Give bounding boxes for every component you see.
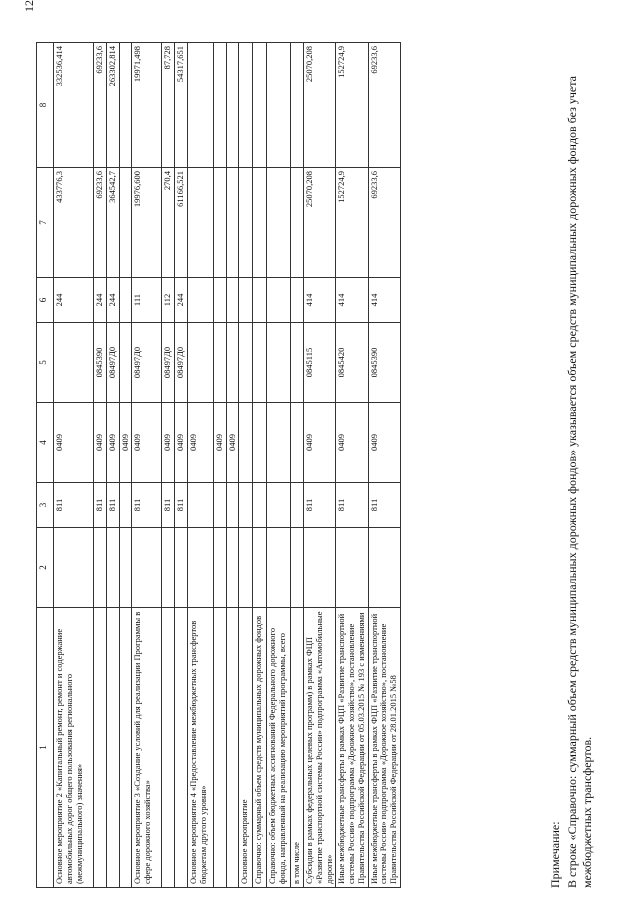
value-cell: [226, 168, 239, 278]
value-cell: [291, 278, 304, 323]
value-cell: [267, 323, 291, 403]
value-cell: 08497Д0: [132, 323, 162, 403]
header-cell: 6: [37, 278, 54, 323]
row-label-cell: [213, 608, 226, 888]
value-cell: 111: [132, 278, 162, 323]
value-cell: [253, 168, 267, 278]
value-cell: 811: [54, 483, 94, 528]
value-cell: 0409: [368, 403, 400, 483]
value-cell: [267, 483, 291, 528]
row-label-cell: Основное мероприятие 4 «Предоставление межбюджетных трансфертов бюджетам другого уровня»: [187, 608, 213, 888]
value-cell: 25070,208: [304, 43, 336, 168]
row-label-cell: [94, 608, 107, 888]
table-row: [368, 43, 400, 888]
table-row: [175, 43, 188, 888]
table-row: [106, 43, 119, 888]
value-cell: 0409: [132, 403, 162, 483]
value-cell: 0409: [54, 403, 94, 483]
value-cell: [119, 483, 132, 528]
value-cell: [54, 528, 94, 608]
value-cell: 364542,7: [106, 168, 119, 278]
value-cell: [119, 278, 132, 323]
table-row: [239, 43, 253, 888]
value-cell: 69233,6: [368, 168, 400, 278]
value-cell: [132, 528, 162, 608]
value-cell: [187, 323, 213, 403]
value-cell: 332536,414: [54, 43, 94, 168]
value-cell: [119, 528, 132, 608]
value-cell: [291, 43, 304, 168]
row-label-cell: Основное мероприятие 2 «Капитальный ремонт, ремонт и содержание автомобильных дорог общего пользования регионального (межмуниципального) значения»: [54, 608, 94, 888]
row-label-cell: [106, 608, 119, 888]
value-cell: 0409: [226, 403, 239, 483]
value-cell: [239, 43, 253, 168]
value-cell: 08497Д0: [162, 323, 175, 403]
value-cell: 244: [175, 278, 188, 323]
value-cell: [187, 278, 213, 323]
table-row: [267, 43, 291, 888]
row-label-cell: Основное мероприятие 3 «Создание условий для реализации Программы в сфере дорожного хозяйства»: [132, 608, 162, 888]
row-label-cell: Иные межбюджетные трансферты в рамках ФЦП «Развитие транспортной системы России» подпрограмма «Дорожное хозяйство», постановление Правительства Российской Федерации от 05.03.2015 № 193 с изменениями: [336, 608, 368, 888]
value-cell: [253, 278, 267, 323]
row-label-cell: Справочно: объем бюджетных ассигнований Федерального дорожного фонда, направленный на реализацию мероприятий программы, всего: [267, 608, 291, 888]
value-cell: [119, 323, 132, 403]
value-cell: 0409: [162, 403, 175, 483]
row-label-cell: Основное мероприятие: [239, 608, 253, 888]
value-cell: 433776,3: [54, 168, 94, 278]
value-cell: [291, 403, 304, 483]
value-cell: 61166,521: [175, 168, 188, 278]
row-label-cell: Справочно: суммарный объем средств муниципальных дорожных фондов: [253, 608, 267, 888]
page-number: 12: [22, 0, 36, 12]
value-cell: [336, 528, 368, 608]
value-cell: [106, 528, 119, 608]
value-cell: 414: [368, 278, 400, 323]
value-cell: [304, 528, 336, 608]
value-cell: [291, 528, 304, 608]
note-text: В строке «Справочно: суммарный объем средств муниципальных дорожных фондов» указывается объем средств муниципальных дорожных фондов без учета межбюджетных трансфертов.: [565, 76, 594, 888]
value-cell: [213, 278, 226, 323]
value-cell: 244: [106, 278, 119, 323]
note-title: Примечание:: [548, 821, 562, 888]
value-cell: 811: [336, 483, 368, 528]
value-cell: 0409: [94, 403, 107, 483]
value-cell: [119, 43, 132, 168]
table-row: [336, 43, 368, 888]
header-cell: 7: [37, 168, 54, 278]
value-cell: [213, 43, 226, 168]
row-label-cell: [175, 608, 188, 888]
value-cell: [267, 528, 291, 608]
value-cell: [187, 43, 213, 168]
value-cell: 69233,6: [94, 168, 107, 278]
value-cell: [267, 43, 291, 168]
value-cell: 244: [94, 278, 107, 323]
row-label-cell: [162, 608, 175, 888]
value-cell: 0845390: [368, 323, 400, 403]
table-row: [304, 43, 336, 888]
value-cell: 0409: [187, 403, 213, 483]
value-cell: [226, 528, 239, 608]
value-cell: [253, 528, 267, 608]
value-cell: [291, 483, 304, 528]
value-cell: 69233,6: [94, 43, 107, 168]
value-cell: [187, 528, 213, 608]
value-cell: 0845420: [336, 323, 368, 403]
row-label-cell: в том числе: [291, 608, 304, 888]
table-header-row: [37, 43, 54, 888]
value-cell: 811: [368, 483, 400, 528]
row-label-cell: [119, 608, 132, 888]
value-cell: 811: [94, 483, 107, 528]
table-row: [291, 43, 304, 888]
header-cell: 2: [37, 528, 54, 608]
value-cell: 152724,9: [336, 43, 368, 168]
value-cell: 0409: [119, 403, 132, 483]
value-cell: [162, 528, 175, 608]
header-cell: 5: [37, 323, 54, 403]
value-cell: 263302,814: [106, 43, 119, 168]
value-cell: 811: [304, 483, 336, 528]
value-cell: [239, 323, 253, 403]
value-cell: 112: [162, 278, 175, 323]
value-cell: 0409: [106, 403, 119, 483]
value-cell: 414: [336, 278, 368, 323]
table-row: [213, 43, 226, 888]
value-cell: [94, 528, 107, 608]
value-cell: 19971,498: [132, 43, 162, 168]
value-cell: 87,728: [162, 43, 175, 168]
value-cell: 811: [175, 483, 188, 528]
value-cell: [213, 483, 226, 528]
value-cell: 811: [106, 483, 119, 528]
value-cell: [267, 168, 291, 278]
value-cell: [253, 43, 267, 168]
value-cell: [213, 323, 226, 403]
header-cell: 8: [37, 43, 54, 168]
value-cell: [239, 278, 253, 323]
table-row: [132, 43, 162, 888]
table-row: [226, 43, 239, 888]
value-cell: 270,4: [162, 168, 175, 278]
budget-table: [36, 42, 401, 888]
value-cell: [253, 403, 267, 483]
header-cell: 3: [37, 483, 54, 528]
value-cell: 08497Д0: [175, 323, 188, 403]
value-cell: [368, 528, 400, 608]
table-row: [253, 43, 267, 888]
value-cell: 0845390: [94, 323, 107, 403]
value-cell: [175, 528, 188, 608]
value-cell: 414: [304, 278, 336, 323]
value-cell: [226, 483, 239, 528]
value-cell: 811: [162, 483, 175, 528]
value-cell: 152724,9: [336, 168, 368, 278]
table-row: [54, 43, 94, 888]
row-label-cell: [226, 608, 239, 888]
header-cell: 1: [37, 608, 54, 888]
value-cell: [213, 528, 226, 608]
value-cell: [119, 168, 132, 278]
value-cell: 0409: [336, 403, 368, 483]
row-label-cell: Субсидии в рамках федеральных целевых программ) в рамках ФЦП «Развитие транспортной системы России» подпрограмма «Автомобильные дороги»: [304, 608, 336, 888]
value-cell: [213, 168, 226, 278]
value-cell: [239, 168, 253, 278]
value-cell: [253, 483, 267, 528]
value-cell: [267, 278, 291, 323]
value-cell: 0409: [175, 403, 188, 483]
value-cell: 08497Д0: [106, 323, 119, 403]
value-cell: [239, 528, 253, 608]
value-cell: 244: [54, 278, 94, 323]
value-cell: 54317,651: [175, 43, 188, 168]
value-cell: [226, 43, 239, 168]
value-cell: 0845115: [304, 323, 336, 403]
value-cell: 0409: [304, 403, 336, 483]
value-cell: [291, 323, 304, 403]
value-cell: 811: [132, 483, 162, 528]
value-cell: [267, 403, 291, 483]
value-cell: 19976,600: [132, 168, 162, 278]
value-cell: 0409: [213, 403, 226, 483]
header-cell: 4: [37, 403, 54, 483]
row-label-cell: Иные межбюджетные трансферты в рамках ФЦП «Развитие транспортной системы России» подпрограмма «Дорожное хозяйство», постановление Правительства Российской Федерации от 28.01.2015 №58: [368, 608, 400, 888]
value-cell: [291, 168, 304, 278]
value-cell: [226, 323, 239, 403]
table-row: [162, 43, 175, 888]
value-cell: [187, 168, 213, 278]
value-cell: 69233,6: [368, 43, 400, 168]
value-cell: [239, 483, 253, 528]
value-cell: [253, 323, 267, 403]
table-row: [119, 43, 132, 888]
table-body: [54, 43, 401, 888]
value-cell: 25070,208: [304, 168, 336, 278]
value-cell: [187, 483, 213, 528]
table-row: [187, 43, 213, 888]
table-row: [94, 43, 107, 888]
value-cell: [54, 323, 94, 403]
value-cell: [239, 403, 253, 483]
value-cell: [226, 278, 239, 323]
